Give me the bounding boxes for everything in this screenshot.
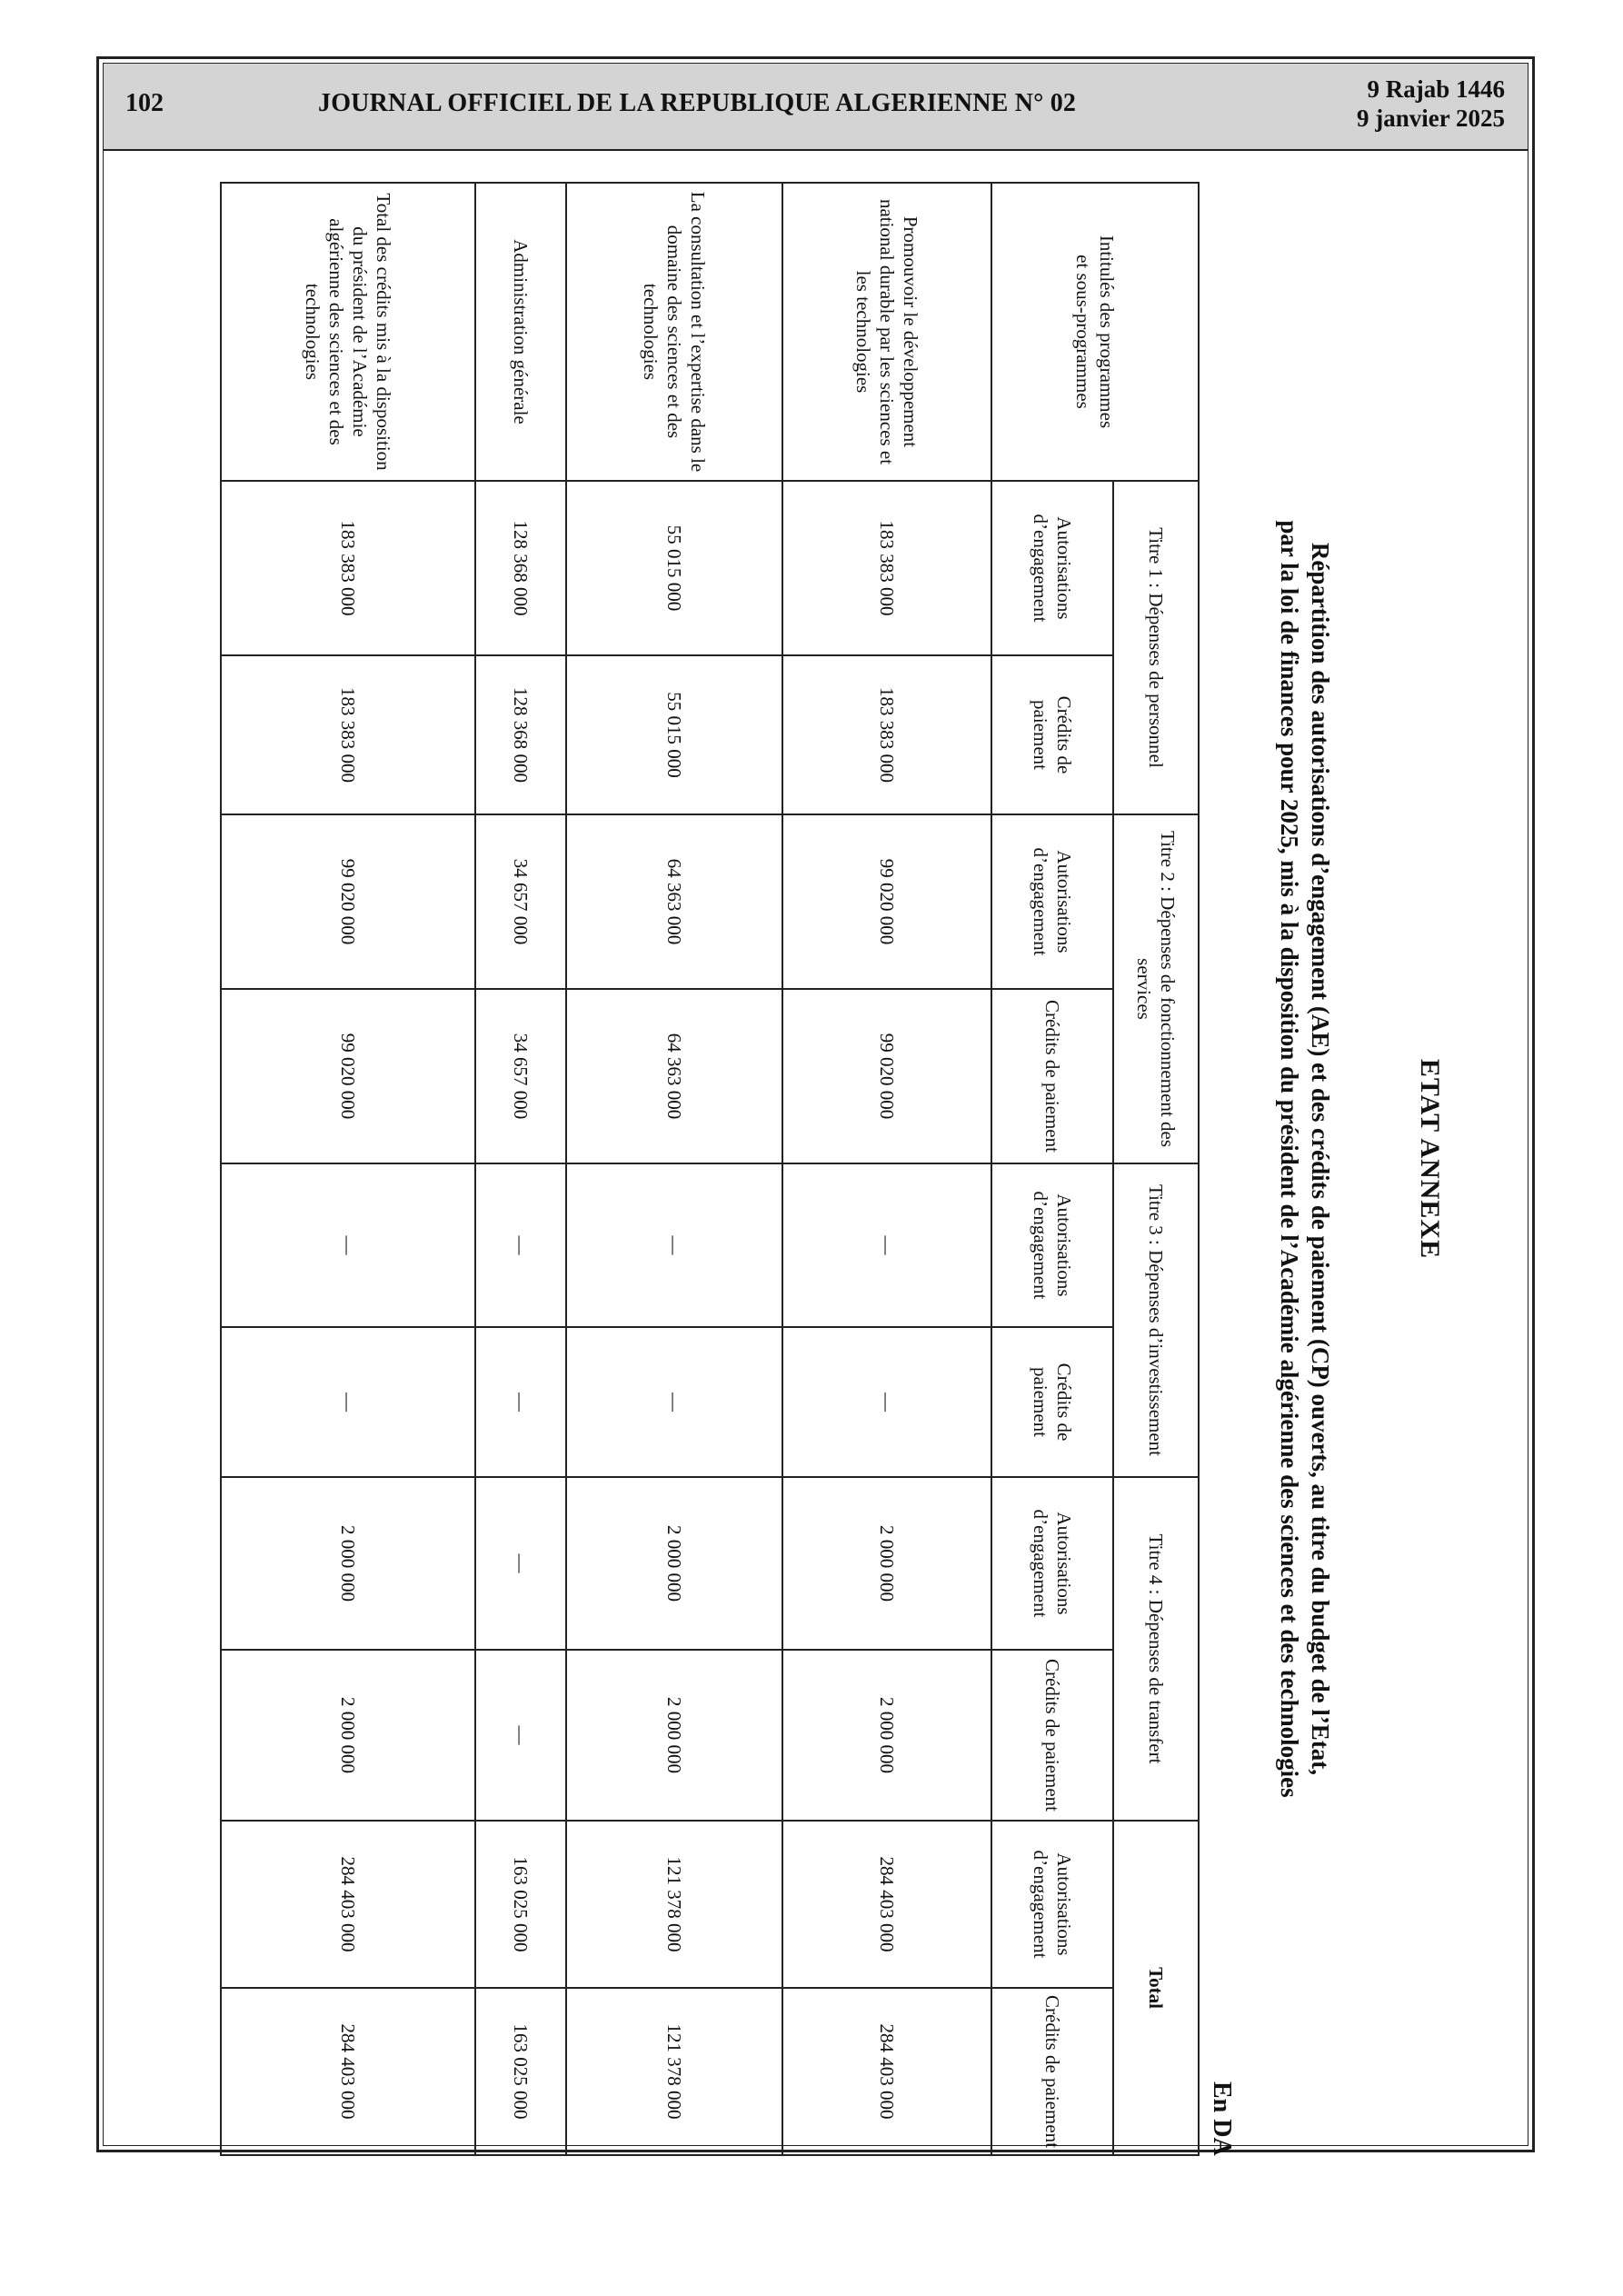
cell-value: — [782,1163,991,1327]
table-row-subprogram [566,183,782,2155]
cell-value: 284 403 000 [221,1821,475,1988]
date-gregorian: 9 janvier 2025 [1357,105,1505,132]
cell-value: 284 403 000 [221,1988,475,2155]
table-row-administration [475,183,566,2155]
title4-header: Titre 4 : Dépenses de transfert [1113,1477,1199,1821]
cell-value: 183 383 000 [221,655,475,814]
row-label: Administration générale [475,183,566,481]
journal-title: JOURNAL OFFICIEL DE LA REPUBLIQUE ALGERIENNE N° 02 [318,89,1077,117]
cell-value: — [475,1327,566,1477]
cell-value: — [221,1327,475,1477]
cell-value: 99 020 000 [782,989,991,1163]
cell-value: 64 363 000 [566,989,782,1163]
subheader-cp: Crédits de paiement [991,989,1113,1163]
cell-value: 34 657 000 [475,814,566,989]
cell-value: 163 025 000 [475,1988,566,2155]
cell-value: 99 020 000 [221,989,475,1163]
cell-value: — [475,1163,566,1327]
cell-value: 55 015 000 [566,655,782,814]
cell-value: 2 000 000 [782,1650,991,1821]
title1-header: Titre 1 : Dépenses de personnel [1113,481,1199,814]
label-column-header [991,183,1199,481]
cell-value: — [475,1650,566,1821]
label-header-line2: et sous-programmes [1072,255,1094,409]
currency-unit: En DA [1208,2081,1236,2156]
subheader-cp: Crédits de paiement [991,1650,1113,1821]
cell-value: 183 383 000 [221,481,475,655]
subheader-ae: Autorisations d’engagement [991,1163,1113,1327]
cell-value: 2 000 000 [221,1477,475,1650]
table-header-row-titles [1113,183,1199,2155]
cell-value: 128 368 000 [475,481,566,655]
cell-value: 284 403 000 [782,1821,991,1988]
cell-value: 2 000 000 [566,1477,782,1650]
annex-subtitle-line2: par la loi de finances pour 2025, mis à la disposition du président de l’Académie algérienne des sciences et des technologies [1276,520,1303,1798]
table-row-total [221,183,475,2155]
cell-value: 34 657 000 [475,989,566,1163]
rotated-annex-content [136,155,1445,2163]
annex-subtitle-line1: Répartition des autorisations d’engagement (AE) et des crédits de paiement (CP) ouverts, au titre du budget de l’Etat, [1307,542,1334,1776]
cell-value: 284 403 000 [782,1988,991,2155]
annex-heading: ETAT ANNEXE [1415,1058,1445,1260]
subheader-cp: Crédits de paiement [991,655,1113,814]
subheader-ae: Autorisations d’engagement [991,1477,1113,1650]
cell-value: 99 020 000 [782,814,991,989]
row-label: La consultation et l’expertise dans le domaine des sciences et des technologies [566,183,782,481]
title3-header: Titre 3 : Dépenses d’investissement [1113,1163,1199,1477]
subheader-ae: Autorisations d’engagement [991,481,1113,655]
header-date [1357,75,1505,133]
cell-value: 183 383 000 [782,655,991,814]
row-label: Promouvoir le développement national durable par les sciences et les technologies [782,183,991,481]
cell-value: 55 015 000 [566,481,782,655]
cell-value: — [475,1477,566,1650]
cell-value: 121 378 000 [566,1821,782,1988]
cell-value: — [566,1327,782,1477]
subheader-cp: Crédits de paiement [991,1988,1113,2155]
subheader-ae: Autorisations d’engagement [991,1821,1113,1988]
cell-value: 2 000 000 [221,1650,475,1821]
cell-value: 163 025 000 [475,1821,566,1988]
cell-value: — [566,1163,782,1327]
table-row-program [782,183,991,2155]
cell-value: — [221,1163,475,1327]
cell-value: 2 000 000 [782,1477,991,1650]
cell-value: — [782,1327,991,1477]
subheader-ae: Autorisations d’engagement [991,814,1113,989]
budget-table [220,182,1200,2156]
date-hijri: 9 Rajab 1446 [1367,75,1505,103]
page-number: 102 [125,89,164,117]
cell-value: 64 363 000 [566,814,782,989]
label-header-line1: Intitulés des programmes [1096,235,1118,429]
annex-subtitle [1274,155,1336,2163]
cell-value: 99 020 000 [221,814,475,989]
cell-value: 121 378 000 [566,1988,782,2155]
cell-value: 128 368 000 [475,655,566,814]
title2-header: Titre 2 : Dépenses de fonctionnement des services [1113,814,1199,1163]
cell-value: 183 383 000 [782,481,991,655]
total-header: Total [1113,1821,1199,2155]
row-label: Total des crédits mis à la disposition du président de l’Académie algérienne des sciences et des technologies [221,183,475,481]
subheader-cp: Crédits de paiement [991,1327,1113,1477]
cell-value: 2 000 000 [566,1650,782,1821]
